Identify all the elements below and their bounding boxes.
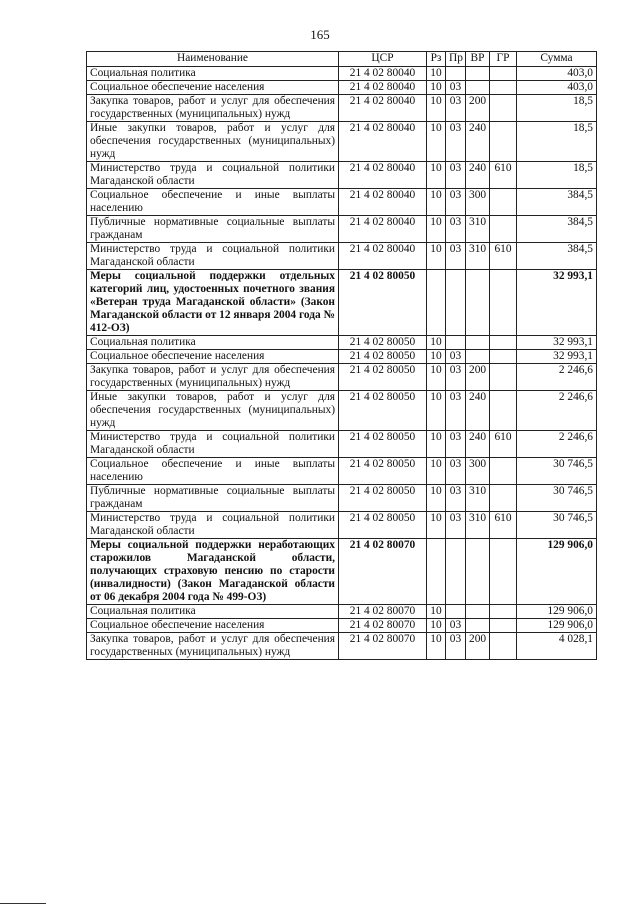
header-csr: ЦСР — [339, 52, 427, 67]
cell-rz — [427, 270, 446, 336]
cell-rz: 10 — [427, 67, 446, 81]
cell-pr: 03 — [446, 81, 466, 95]
cell-rz: 10 — [427, 216, 446, 243]
cell-gr — [490, 605, 517, 619]
cell-pr: 03 — [446, 162, 466, 189]
cell-pr: 03 — [446, 243, 466, 270]
cell-csr: 21 4 02 80070 — [339, 633, 427, 660]
cell-csr: 21 4 02 80040 — [339, 243, 427, 270]
cell-csr: 21 4 02 80070 — [339, 619, 427, 633]
cell-vr — [466, 67, 490, 81]
table-row — [87, 431, 597, 458]
table-row — [87, 122, 597, 162]
header-vr: ВР — [466, 52, 490, 67]
page-number: 165 — [310, 27, 330, 42]
cell-name: Публичные нормативные социальные выплаты гражданам — [87, 216, 339, 243]
cell-pr — [446, 336, 466, 350]
cell-vr: 240 — [466, 391, 490, 431]
cell-gr — [490, 619, 517, 633]
cell-name: Иные закупки товаров, работ и услуг для обеспечения государственных (муниципальных) нужд — [87, 391, 339, 431]
cell-name: Закупка товаров, работ и услуг для обеспечения государственных (муниципальных) нужд — [87, 364, 339, 391]
cell-gr — [490, 485, 517, 512]
table-row — [87, 162, 597, 189]
header-gr: ГР — [490, 52, 517, 67]
cell-sum: 4 028,1 — [517, 633, 597, 660]
table-row — [87, 189, 597, 216]
cell-vr — [466, 336, 490, 350]
table-row — [87, 270, 597, 336]
table-row — [87, 216, 597, 243]
cell-vr: 200 — [466, 633, 490, 660]
cell-csr: 21 4 02 80040 — [339, 162, 427, 189]
table-row — [87, 512, 597, 539]
cell-sum: 18,5 — [517, 95, 597, 122]
cell-pr: 03 — [446, 485, 466, 512]
cell-name: Закупка товаров, работ и услуг для обеспечения государственных (муниципальных) нужд — [87, 633, 339, 660]
cell-csr: 21 4 02 80040 — [339, 189, 427, 216]
cell-sum: 30 746,5 — [517, 458, 597, 485]
cell-csr: 21 4 02 80050 — [339, 350, 427, 364]
cell-vr — [466, 539, 490, 605]
table-body — [87, 67, 597, 660]
cell-sum: 2 246,6 — [517, 391, 597, 431]
cell-pr: 03 — [446, 350, 466, 364]
cell-gr — [490, 350, 517, 364]
table-row — [87, 633, 597, 660]
cell-csr: 21 4 02 80050 — [339, 431, 427, 458]
cell-gr — [490, 95, 517, 122]
cell-gr — [490, 81, 517, 95]
cell-pr — [446, 605, 466, 619]
cell-gr — [490, 336, 517, 350]
cell-name: Меры социальной поддержки отдельных категорий лиц, удостоенных почетного звания «Ветеран труда Магаданской области» (Закон Магаданской области от 12 января 2004 года № 412-ОЗ) — [87, 270, 339, 336]
cell-name: Министерство труда и социальной политики Магаданской области — [87, 512, 339, 539]
table-row — [87, 605, 597, 619]
cell-vr: 310 — [466, 485, 490, 512]
cell-vr: 300 — [466, 458, 490, 485]
table-row — [87, 391, 597, 431]
cell-pr: 03 — [446, 189, 466, 216]
cell-name: Меры социальной поддержки неработающих старожилов Магаданской области, получающих страховую пенсию по старости (инвалидности) (Закон Магаданской области от 06 декабря 2004 года № 499-ОЗ) — [87, 539, 339, 605]
table-row — [87, 81, 597, 95]
cell-sum: 32 993,1 — [517, 350, 597, 364]
cell-sum: 2 246,6 — [517, 364, 597, 391]
cell-rz: 10 — [427, 81, 446, 95]
header-pr: Пр — [446, 52, 466, 67]
cell-csr: 21 4 02 80070 — [339, 539, 427, 605]
cell-sum: 403,0 — [517, 81, 597, 95]
cell-name: Иные закупки товаров, работ и услуг для обеспечения государственных (муниципальных) нужд — [87, 122, 339, 162]
cell-sum: 2 246,6 — [517, 431, 597, 458]
cell-name: Министерство труда и социальной политики Магаданской области — [87, 162, 339, 189]
cell-pr: 03 — [446, 95, 466, 122]
cell-csr: 21 4 02 80050 — [339, 364, 427, 391]
cell-sum: 384,5 — [517, 243, 597, 270]
cell-rz: 10 — [427, 512, 446, 539]
cell-rz: 10 — [427, 122, 446, 162]
cell-csr: 21 4 02 80050 — [339, 336, 427, 350]
cell-pr: 03 — [446, 391, 466, 431]
cell-vr: 310 — [466, 512, 490, 539]
cell-gr — [490, 189, 517, 216]
cell-rz: 10 — [427, 336, 446, 350]
cell-rz: 10 — [427, 189, 446, 216]
cell-rz: 10 — [427, 162, 446, 189]
cell-gr — [490, 67, 517, 81]
cell-sum: 384,5 — [517, 189, 597, 216]
table-row — [87, 539, 597, 605]
cell-gr — [490, 539, 517, 605]
cell-csr: 21 4 02 80040 — [339, 122, 427, 162]
cell-pr: 03 — [446, 512, 466, 539]
cell-sum: 30 746,5 — [517, 485, 597, 512]
cell-sum: 403,0 — [517, 67, 597, 81]
cell-gr — [490, 458, 517, 485]
cell-gr: 610 — [490, 243, 517, 270]
table-row — [87, 458, 597, 485]
cell-csr: 21 4 02 80050 — [339, 512, 427, 539]
cell-sum: 30 746,5 — [517, 512, 597, 539]
cell-pr: 03 — [446, 458, 466, 485]
table-row — [87, 350, 597, 364]
cell-pr — [446, 539, 466, 605]
header-sum: Сумма — [517, 52, 597, 67]
cell-vr — [466, 605, 490, 619]
cell-pr — [446, 67, 466, 81]
cell-pr: 03 — [446, 364, 466, 391]
cell-name: Социальное обеспечение населения — [87, 81, 339, 95]
header-rz: Рз — [427, 52, 446, 67]
cell-sum: 129 906,0 — [517, 605, 597, 619]
cell-gr: 610 — [490, 431, 517, 458]
cell-pr: 03 — [446, 431, 466, 458]
cell-gr — [490, 364, 517, 391]
cell-sum: 32 993,1 — [517, 336, 597, 350]
cell-sum: 32 993,1 — [517, 270, 597, 336]
cell-rz: 10 — [427, 605, 446, 619]
cell-rz: 10 — [427, 485, 446, 512]
header-name: Наименование — [87, 52, 339, 67]
header-row — [87, 52, 597, 67]
cell-pr — [446, 270, 466, 336]
cell-csr: 21 4 02 80050 — [339, 485, 427, 512]
cell-csr: 21 4 02 80040 — [339, 216, 427, 243]
cell-sum: 18,5 — [517, 162, 597, 189]
cell-name: Министерство труда и социальной политики Магаданской области — [87, 431, 339, 458]
cell-gr — [490, 391, 517, 431]
cell-sum: 129 906,0 — [517, 539, 597, 605]
budget-table — [86, 51, 597, 660]
cell-rz — [427, 539, 446, 605]
cell-gr: 610 — [490, 512, 517, 539]
cell-name: Социальное обеспечение и иные выплаты населению — [87, 189, 339, 216]
table-row — [87, 619, 597, 633]
cell-vr: 300 — [466, 189, 490, 216]
cell-vr — [466, 81, 490, 95]
cell-vr — [466, 619, 490, 633]
page-edge-line — [0, 903, 46, 904]
cell-name: Закупка товаров, работ и услуг для обеспечения государственных (муниципальных) нужд — [87, 95, 339, 122]
cell-vr: 200 — [466, 364, 490, 391]
cell-rz: 10 — [427, 350, 446, 364]
cell-vr: 240 — [466, 431, 490, 458]
cell-vr — [466, 350, 490, 364]
cell-rz: 10 — [427, 633, 446, 660]
cell-pr: 03 — [446, 216, 466, 243]
cell-rz: 10 — [427, 364, 446, 391]
cell-sum: 384,5 — [517, 216, 597, 243]
cell-gr — [490, 122, 517, 162]
cell-name: Социальное обеспечение и иные выплаты населению — [87, 458, 339, 485]
cell-rz: 10 — [427, 243, 446, 270]
cell-rz: 10 — [427, 458, 446, 485]
cell-vr: 240 — [466, 122, 490, 162]
table-row — [87, 95, 597, 122]
cell-vr: 240 — [466, 162, 490, 189]
cell-gr — [490, 633, 517, 660]
cell-name: Социальное обеспечение населения — [87, 619, 339, 633]
cell-vr: 310 — [466, 216, 490, 243]
cell-gr: 610 — [490, 162, 517, 189]
cell-rz: 10 — [427, 619, 446, 633]
cell-pr: 03 — [446, 122, 466, 162]
cell-name: Социальная политика — [87, 67, 339, 81]
cell-csr: 21 4 02 80040 — [339, 67, 427, 81]
table-row — [87, 243, 597, 270]
cell-name: Публичные нормативные социальные выплаты гражданам — [87, 485, 339, 512]
cell-rz: 10 — [427, 95, 446, 122]
cell-name: Социальное обеспечение населения — [87, 350, 339, 364]
cell-pr: 03 — [446, 619, 466, 633]
cell-sum: 129 906,0 — [517, 619, 597, 633]
cell-gr — [490, 270, 517, 336]
cell-pr: 03 — [446, 633, 466, 660]
cell-csr: 21 4 02 80070 — [339, 605, 427, 619]
cell-name: Министерство труда и социальной политики Магаданской области — [87, 243, 339, 270]
cell-rz: 10 — [427, 391, 446, 431]
cell-csr: 21 4 02 80050 — [339, 270, 427, 336]
table-row — [87, 485, 597, 512]
cell-csr: 21 4 02 80040 — [339, 95, 427, 122]
cell-vr — [466, 270, 490, 336]
cell-vr: 310 — [466, 243, 490, 270]
cell-csr: 21 4 02 80040 — [339, 81, 427, 95]
cell-csr: 21 4 02 80050 — [339, 458, 427, 485]
cell-gr — [490, 216, 517, 243]
table-row — [87, 336, 597, 350]
cell-sum: 18,5 — [517, 122, 597, 162]
table-row — [87, 364, 597, 391]
cell-csr: 21 4 02 80050 — [339, 391, 427, 431]
table-row — [87, 67, 597, 81]
cell-name: Социальная политика — [87, 605, 339, 619]
cell-vr: 200 — [466, 95, 490, 122]
cell-rz: 10 — [427, 431, 446, 458]
cell-name: Социальная политика — [87, 336, 339, 350]
